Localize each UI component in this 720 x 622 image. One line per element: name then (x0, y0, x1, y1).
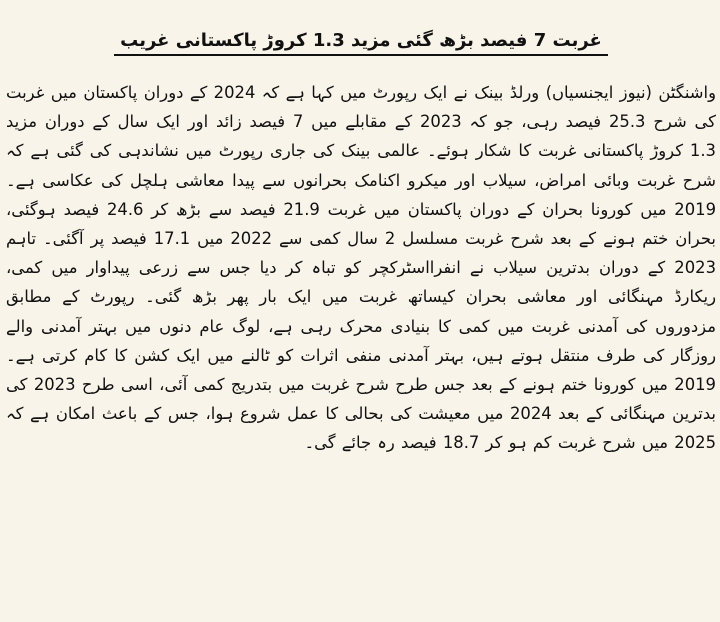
article-body: واشنگٹن (نیوز ایجنسیاں) ورلڈ بینک نے ایک رپورٹ میں کہا ہے کہ 2024 کے دوران پاکستان میں غربت کی شرح 25.3 فیصد رہی، جو کہ 2023 کے مقابلے میں 7 فیصد زائد اور ایک سال کے دوران مزید 1.3 کروڑ پاکستانی غربت کا شکار ہوئے۔ عالمی بینک کی جاری رپورٹ میں نشاندہی کی گئی ہے کہ شرح غربت وبائی امراض، سیلاب اور میکرو اکنامک بحرانوں سے پیدا معاشی ہلچل کی عکاسی ہے۔ 2019 میں کورونا بحران کے دوران پاکستان میں غربت 21.9 فیصد سے بڑھ کر 24.6 فیصد ہوگئی، بحران ختم ہونے کے بعد شرح غربت مسلسل 2 سال کمی سے 2022 میں 17.1 فیصد پر آگئی۔ تاہم 2023 کے دوران بدترین سیلاب نے انفرااسٹرکچر کو تباہ کر دیا جس سے زرعی پیداوار میں کمی، ریکارڈ مہنگائی اور معاشی بحران کیساتھ غربت میں ایک بار پھر بڑھ گئی۔ رپورٹ کے مطابق مزدوروں کی آمدنی غربت میں کمی کا بنیادی محرک رہی ہے، لوگ عام دنوں میں بہتر آمدنی والے روزگار کی طرف منتقل ہوتے ہیں، بہتر آمدنی منفی اثرات کو ٹالنے میں ایک کشن کا کام کرتی ہے۔ 2019 میں کورونا ختم ہونے کے بعد جس طرح شرح غربت میں بتدریج کمی آئی، اسی طرح 2023 کی بدترین مہنگائی کے بعد 2024 میں معیشت کی بحالی کا عمل شروع ہوا، جس کے باعث امکان ہے کہ 2025 میں شرح غربت کم ہو کر 18.7 فیصد رہ جائے گی۔ (6, 83, 716, 453)
article-headline: غربت 7 فیصد بڑھ گئی مزید 1.3 کروڑ پاکستانی غریب (114, 30, 608, 56)
headline-container (6, 0, 716, 60)
